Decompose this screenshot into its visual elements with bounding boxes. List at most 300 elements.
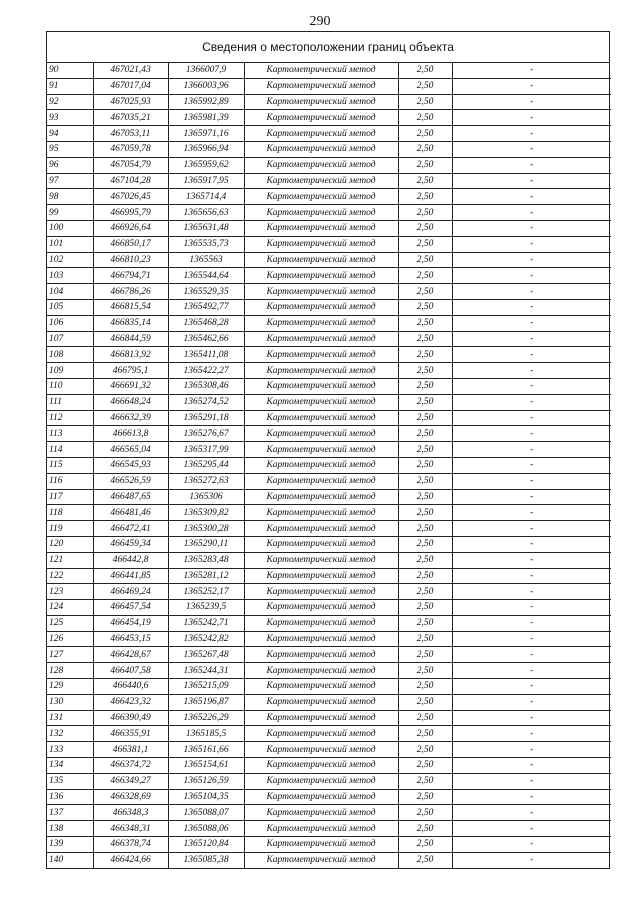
x-coordinate-cell: 466815,54	[93, 299, 168, 315]
point-number-cell: 99	[47, 205, 93, 221]
table-row	[47, 236, 611, 252]
x-coordinate-cell: 466795,1	[93, 363, 168, 379]
table-row	[47, 505, 611, 521]
method-cell: Картометрический метод	[244, 94, 398, 110]
note-cell: -	[452, 473, 611, 489]
x-coordinate-cell: 466423,32	[93, 694, 168, 710]
table-row	[47, 742, 611, 758]
y-coordinate-cell: 1365422,27	[168, 363, 244, 379]
note-cell: -	[452, 852, 611, 867]
note-cell: -	[452, 600, 611, 616]
note-cell: -	[452, 141, 611, 157]
accuracy-cell: 2,50	[398, 837, 452, 853]
accuracy-cell: 2,50	[398, 63, 452, 78]
x-coordinate-cell: 466469,24	[93, 584, 168, 600]
method-cell: Картометрический метод	[244, 457, 398, 473]
point-number-cell: 110	[47, 378, 93, 394]
point-number-cell: 96	[47, 157, 93, 173]
method-cell: Картометрический метод	[244, 157, 398, 173]
y-coordinate-cell: 1365226,29	[168, 710, 244, 726]
note-cell: -	[452, 726, 611, 742]
table-title: Сведения о местоположении границ объекта	[47, 32, 609, 63]
method-cell: Картометрический метод	[244, 568, 398, 584]
table-row	[47, 647, 611, 663]
y-coordinate-cell: 1365274,52	[168, 394, 244, 410]
y-coordinate-cell: 1365631,48	[168, 220, 244, 236]
accuracy-cell: 2,50	[398, 78, 452, 94]
point-number-cell: 98	[47, 189, 93, 205]
point-number-cell: 122	[47, 568, 93, 584]
point-number-cell: 109	[47, 363, 93, 379]
note-cell: -	[452, 710, 611, 726]
y-coordinate-cell: 1365267,48	[168, 647, 244, 663]
y-coordinate-cell: 1365966,94	[168, 141, 244, 157]
table-row	[47, 552, 611, 568]
point-number-cell: 124	[47, 600, 93, 616]
accuracy-cell: 2,50	[398, 489, 452, 505]
point-number-cell: 102	[47, 252, 93, 268]
table-row	[47, 473, 611, 489]
note-cell: -	[452, 173, 611, 189]
note-cell: -	[452, 426, 611, 442]
method-cell: Картометрический метод	[244, 663, 398, 679]
method-cell: Картометрический метод	[244, 694, 398, 710]
y-coordinate-cell: 1365239,5	[168, 600, 244, 616]
method-cell: Картометрический метод	[244, 521, 398, 537]
table-row	[47, 663, 611, 679]
accuracy-cell: 2,50	[398, 521, 452, 537]
table-row	[47, 600, 611, 616]
point-number-cell: 134	[47, 758, 93, 774]
y-coordinate-cell: 1365411,08	[168, 347, 244, 363]
method-cell: Картометрический метод	[244, 773, 398, 789]
note-cell: -	[452, 268, 611, 284]
note-cell: -	[452, 821, 611, 837]
x-coordinate-cell: 466453,15	[93, 631, 168, 647]
note-cell: -	[452, 615, 611, 631]
table-row	[47, 536, 611, 552]
accuracy-cell: 2,50	[398, 679, 452, 695]
point-number-cell: 95	[47, 141, 93, 157]
method-cell: Картометрический метод	[244, 347, 398, 363]
y-coordinate-cell: 1365462,66	[168, 331, 244, 347]
x-coordinate-cell: 466648,24	[93, 394, 168, 410]
point-number-cell: 107	[47, 331, 93, 347]
note-cell: -	[452, 805, 611, 821]
table-row	[47, 710, 611, 726]
table-row	[47, 331, 611, 347]
x-coordinate-cell: 466632,39	[93, 410, 168, 426]
x-coordinate-cell: 466481,46	[93, 505, 168, 521]
y-coordinate-cell: 1365242,82	[168, 631, 244, 647]
note-cell: -	[452, 284, 611, 300]
x-coordinate-cell: 466844,59	[93, 331, 168, 347]
table-row	[47, 694, 611, 710]
accuracy-cell: 2,50	[398, 473, 452, 489]
x-coordinate-cell: 466378,74	[93, 837, 168, 853]
accuracy-cell: 2,50	[398, 568, 452, 584]
point-number-cell: 129	[47, 679, 93, 695]
y-coordinate-cell: 1365126,59	[168, 773, 244, 789]
point-number-cell: 120	[47, 536, 93, 552]
x-coordinate-cell: 466995,79	[93, 205, 168, 221]
method-cell: Картометрический метод	[244, 205, 398, 221]
accuracy-cell: 2,50	[398, 205, 452, 221]
boundary-table-sheet	[46, 31, 610, 869]
method-cell: Картометрический метод	[244, 536, 398, 552]
x-coordinate-cell: 466407,58	[93, 663, 168, 679]
point-number-cell: 123	[47, 584, 93, 600]
point-number-cell: 133	[47, 742, 93, 758]
y-coordinate-cell: 1365290,11	[168, 536, 244, 552]
point-number-cell: 121	[47, 552, 93, 568]
note-cell: -	[452, 299, 611, 315]
method-cell: Картометрический метод	[244, 726, 398, 742]
y-coordinate-cell: 1366003,96	[168, 78, 244, 94]
note-cell: -	[452, 363, 611, 379]
table-row	[47, 394, 611, 410]
accuracy-cell: 2,50	[398, 347, 452, 363]
y-coordinate-cell: 1365104,35	[168, 789, 244, 805]
y-coordinate-cell: 1365154,61	[168, 758, 244, 774]
point-number-cell: 117	[47, 489, 93, 505]
coordinates-table-body	[47, 63, 611, 868]
accuracy-cell: 2,50	[398, 584, 452, 600]
accuracy-cell: 2,50	[398, 789, 452, 805]
table-row	[47, 205, 611, 221]
method-cell: Картометрический метод	[244, 284, 398, 300]
note-cell: -	[452, 315, 611, 331]
accuracy-cell: 2,50	[398, 647, 452, 663]
x-coordinate-cell: 466457,54	[93, 600, 168, 616]
x-coordinate-cell: 467053,11	[93, 126, 168, 142]
note-cell: -	[452, 457, 611, 473]
x-coordinate-cell: 466835,14	[93, 315, 168, 331]
accuracy-cell: 2,50	[398, 126, 452, 142]
y-coordinate-cell: 1365981,39	[168, 110, 244, 126]
x-coordinate-cell: 466472,41	[93, 521, 168, 537]
accuracy-cell: 2,50	[398, 394, 452, 410]
table-row	[47, 284, 611, 300]
page-number: 290	[309, 14, 331, 29]
y-coordinate-cell: 1365215,09	[168, 679, 244, 695]
table-row	[47, 852, 611, 867]
method-cell: Картометрический метод	[244, 821, 398, 837]
note-cell: -	[452, 631, 611, 647]
x-coordinate-cell: 466545,93	[93, 457, 168, 473]
note-cell: -	[452, 410, 611, 426]
accuracy-cell: 2,50	[398, 426, 452, 442]
table-row	[47, 347, 611, 363]
table-row	[47, 457, 611, 473]
note-cell: -	[452, 331, 611, 347]
point-number-cell: 101	[47, 236, 93, 252]
method-cell: Картометрический метод	[244, 220, 398, 236]
method-cell: Картометрический метод	[244, 758, 398, 774]
accuracy-cell: 2,50	[398, 726, 452, 742]
table-row	[47, 94, 611, 110]
method-cell: Картометрический метод	[244, 331, 398, 347]
x-coordinate-cell: 467104,28	[93, 173, 168, 189]
accuracy-cell: 2,50	[398, 805, 452, 821]
point-number-cell: 126	[47, 631, 93, 647]
table-row	[47, 568, 611, 584]
x-coordinate-cell: 466794,71	[93, 268, 168, 284]
y-coordinate-cell: 1365563	[168, 252, 244, 268]
table-row	[47, 220, 611, 236]
x-coordinate-cell: 466424,66	[93, 852, 168, 867]
accuracy-cell: 2,50	[398, 694, 452, 710]
table-row	[47, 299, 611, 315]
note-cell: -	[452, 252, 611, 268]
method-cell: Картометрический метод	[244, 63, 398, 78]
y-coordinate-cell: 1365281,12	[168, 568, 244, 584]
point-number-cell: 135	[47, 773, 93, 789]
accuracy-cell: 2,50	[398, 268, 452, 284]
accuracy-cell: 2,50	[398, 457, 452, 473]
y-coordinate-cell: 1365308,46	[168, 378, 244, 394]
table-row	[47, 173, 611, 189]
note-cell: -	[452, 347, 611, 363]
table-row	[47, 631, 611, 647]
point-number-cell: 119	[47, 521, 93, 537]
note-cell: -	[452, 110, 611, 126]
table-row	[47, 489, 611, 505]
point-number-cell: 90	[47, 63, 93, 78]
method-cell: Картометрический метод	[244, 584, 398, 600]
accuracy-cell: 2,50	[398, 710, 452, 726]
y-coordinate-cell: 1365544,64	[168, 268, 244, 284]
point-number-cell: 115	[47, 457, 93, 473]
accuracy-cell: 2,50	[398, 758, 452, 774]
note-cell: -	[452, 63, 611, 78]
method-cell: Картометрический метод	[244, 489, 398, 505]
method-cell: Картометрический метод	[244, 742, 398, 758]
note-cell: -	[452, 394, 611, 410]
y-coordinate-cell: 1365196,87	[168, 694, 244, 710]
x-coordinate-cell: 466328,69	[93, 789, 168, 805]
table-row	[47, 726, 611, 742]
y-coordinate-cell: 1365992,89	[168, 94, 244, 110]
x-coordinate-cell: 466565,04	[93, 442, 168, 458]
method-cell: Картометрический метод	[244, 363, 398, 379]
accuracy-cell: 2,50	[398, 173, 452, 189]
method-cell: Картометрический метод	[244, 615, 398, 631]
point-number-cell: 108	[47, 347, 93, 363]
table-row	[47, 789, 611, 805]
y-coordinate-cell: 1365185,5	[168, 726, 244, 742]
method-cell: Картометрический метод	[244, 789, 398, 805]
x-coordinate-cell: 466390,49	[93, 710, 168, 726]
y-coordinate-cell: 1365300,28	[168, 521, 244, 537]
note-cell: -	[452, 489, 611, 505]
point-number-cell: 130	[47, 694, 93, 710]
point-number-cell: 127	[47, 647, 93, 663]
point-number-cell: 139	[47, 837, 93, 853]
accuracy-cell: 2,50	[398, 363, 452, 379]
accuracy-cell: 2,50	[398, 821, 452, 837]
table-row	[47, 837, 611, 853]
point-number-cell: 92	[47, 94, 93, 110]
point-number-cell: 131	[47, 710, 93, 726]
point-number-cell: 103	[47, 268, 93, 284]
table-row	[47, 252, 611, 268]
x-coordinate-cell: 466459,34	[93, 536, 168, 552]
table-row	[47, 521, 611, 537]
y-coordinate-cell: 1365468,28	[168, 315, 244, 331]
y-coordinate-cell: 1365306	[168, 489, 244, 505]
accuracy-cell: 2,50	[398, 315, 452, 331]
y-coordinate-cell: 1365317,99	[168, 442, 244, 458]
x-coordinate-cell: 466442,8	[93, 552, 168, 568]
note-cell: -	[452, 505, 611, 521]
table-row	[47, 315, 611, 331]
note-cell: -	[452, 126, 611, 142]
accuracy-cell: 2,50	[398, 284, 452, 300]
note-cell: -	[452, 742, 611, 758]
x-coordinate-cell: 466813,92	[93, 347, 168, 363]
table-row	[47, 821, 611, 837]
method-cell: Картометрический метод	[244, 647, 398, 663]
method-cell: Картометрический метод	[244, 710, 398, 726]
x-coordinate-cell: 466374,72	[93, 758, 168, 774]
point-number-cell: 91	[47, 78, 93, 94]
note-cell: -	[452, 789, 611, 805]
y-coordinate-cell: 1365291,18	[168, 410, 244, 426]
table-row	[47, 410, 611, 426]
accuracy-cell: 2,50	[398, 331, 452, 347]
table-row	[47, 426, 611, 442]
method-cell: Картометрический метод	[244, 268, 398, 284]
table-row	[47, 63, 611, 78]
note-cell: -	[452, 78, 611, 94]
point-number-cell: 94	[47, 126, 93, 142]
note-cell: -	[452, 220, 611, 236]
table-row	[47, 584, 611, 600]
note-cell: -	[452, 647, 611, 663]
note-cell: -	[452, 663, 611, 679]
note-cell: -	[452, 758, 611, 774]
method-cell: Картометрический метод	[244, 78, 398, 94]
accuracy-cell: 2,50	[398, 110, 452, 126]
table-row	[47, 378, 611, 394]
accuracy-cell: 2,50	[398, 773, 452, 789]
accuracy-cell: 2,50	[398, 157, 452, 173]
table-row	[47, 268, 611, 284]
point-number-cell: 106	[47, 315, 93, 331]
y-coordinate-cell: 1365309,82	[168, 505, 244, 521]
method-cell: Картометрический метод	[244, 473, 398, 489]
y-coordinate-cell: 1365971,16	[168, 126, 244, 142]
x-coordinate-cell: 467017,04	[93, 78, 168, 94]
table-row	[47, 189, 611, 205]
table-row	[47, 615, 611, 631]
method-cell: Картометрический метод	[244, 426, 398, 442]
note-cell: -	[452, 584, 611, 600]
method-cell: Картометрический метод	[244, 173, 398, 189]
note-cell: -	[452, 837, 611, 853]
method-cell: Картометрический метод	[244, 110, 398, 126]
method-cell: Картометрический метод	[244, 442, 398, 458]
table-row	[47, 442, 611, 458]
x-coordinate-cell: 466613,8	[93, 426, 168, 442]
method-cell: Картометрический метод	[244, 837, 398, 853]
accuracy-cell: 2,50	[398, 442, 452, 458]
point-number-cell: 116	[47, 473, 93, 489]
x-coordinate-cell: 466526,59	[93, 473, 168, 489]
point-number-cell: 112	[47, 410, 93, 426]
point-number-cell: 97	[47, 173, 93, 189]
y-coordinate-cell: 1365959,62	[168, 157, 244, 173]
x-coordinate-cell: 467025,93	[93, 94, 168, 110]
accuracy-cell: 2,50	[398, 536, 452, 552]
x-coordinate-cell: 467026,45	[93, 189, 168, 205]
coordinates-table	[47, 63, 611, 868]
note-cell: -	[452, 568, 611, 584]
y-coordinate-cell: 1365276,67	[168, 426, 244, 442]
note-cell: -	[452, 773, 611, 789]
note-cell: -	[452, 157, 611, 173]
x-coordinate-cell: 466428,67	[93, 647, 168, 663]
point-number-cell: 118	[47, 505, 93, 521]
y-coordinate-cell: 1365252,17	[168, 584, 244, 600]
x-coordinate-cell: 466348,31	[93, 821, 168, 837]
method-cell: Картометрический метод	[244, 552, 398, 568]
accuracy-cell: 2,50	[398, 552, 452, 568]
note-cell: -	[452, 536, 611, 552]
point-number-cell: 100	[47, 220, 93, 236]
method-cell: Картометрический метод	[244, 631, 398, 647]
method-cell: Картометрический метод	[244, 394, 398, 410]
x-coordinate-cell: 466487,65	[93, 489, 168, 505]
point-number-cell: 125	[47, 615, 93, 631]
y-coordinate-cell: 1365088,06	[168, 821, 244, 837]
x-coordinate-cell: 466349,27	[93, 773, 168, 789]
note-cell: -	[452, 236, 611, 252]
y-coordinate-cell: 1365085,38	[168, 852, 244, 867]
table-row	[47, 773, 611, 789]
table-row	[47, 141, 611, 157]
y-coordinate-cell: 1366007,9	[168, 63, 244, 78]
accuracy-cell: 2,50	[398, 410, 452, 426]
method-cell: Картометрический метод	[244, 126, 398, 142]
accuracy-cell: 2,50	[398, 220, 452, 236]
table-row	[47, 157, 611, 173]
x-coordinate-cell: 466810,23	[93, 252, 168, 268]
point-number-cell: 104	[47, 284, 93, 300]
y-coordinate-cell: 1365120,84	[168, 837, 244, 853]
x-coordinate-cell: 467021,43	[93, 63, 168, 78]
note-cell: -	[452, 189, 611, 205]
y-coordinate-cell: 1365242,71	[168, 615, 244, 631]
y-coordinate-cell: 1365283,48	[168, 552, 244, 568]
x-coordinate-cell: 466691,32	[93, 378, 168, 394]
accuracy-cell: 2,50	[398, 615, 452, 631]
table-row	[47, 363, 611, 379]
x-coordinate-cell: 467059,78	[93, 141, 168, 157]
y-coordinate-cell: 1365088,07	[168, 805, 244, 821]
point-number-cell: 132	[47, 726, 93, 742]
y-coordinate-cell: 1365656,63	[168, 205, 244, 221]
table-row	[47, 758, 611, 774]
method-cell: Картометрический метод	[244, 189, 398, 205]
method-cell: Картометрический метод	[244, 679, 398, 695]
x-coordinate-cell: 466850,17	[93, 236, 168, 252]
accuracy-cell: 2,50	[398, 94, 452, 110]
accuracy-cell: 2,50	[398, 236, 452, 252]
accuracy-cell: 2,50	[398, 252, 452, 268]
accuracy-cell: 2,50	[398, 631, 452, 647]
